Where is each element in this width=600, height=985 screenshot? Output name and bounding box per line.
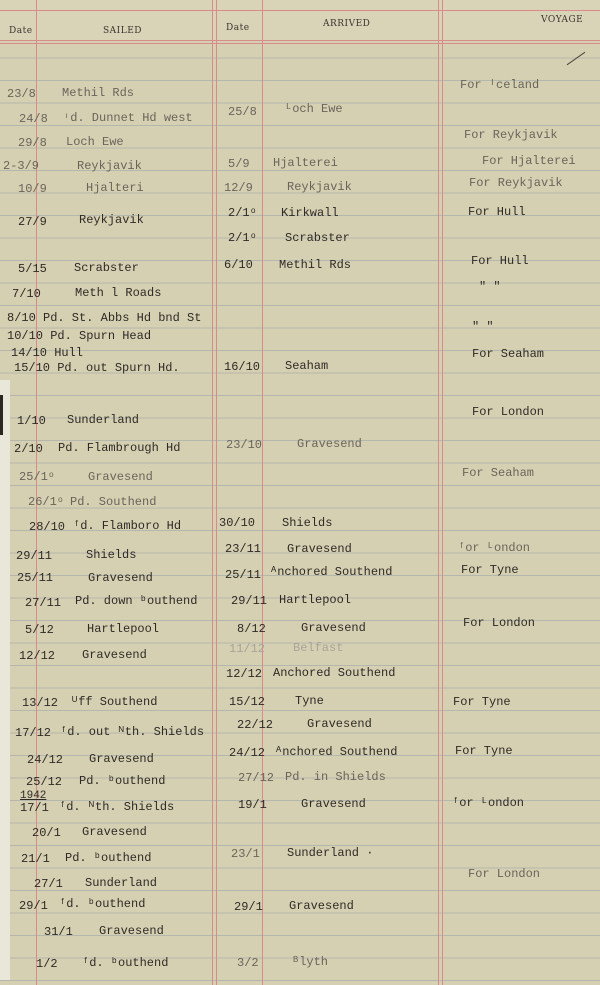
sailed-date: 31/1 (44, 925, 73, 939)
header-date-sailed: Date (9, 26, 33, 36)
sailed-date: 7/10 (12, 287, 41, 301)
sailed-date: 29/1 (19, 899, 48, 913)
pencil-mark (567, 52, 586, 65)
column-divider (212, 0, 213, 985)
arrived-place: Tyne (295, 694, 324, 708)
arrived-date: 2/1ᵒ (228, 206, 257, 220)
arrived-place: ᴬnchored Southend (270, 565, 393, 579)
sailed-date: 5/15 (18, 262, 47, 276)
arrived-place: Kirkwall (281, 206, 339, 220)
year-label: 1942 (20, 790, 47, 802)
sailed-place: ᶠd. ᵇouthend (82, 956, 169, 970)
sailed-place: Gravesend (88, 470, 153, 484)
sailed-place: Sunderland (85, 876, 158, 890)
header-rule (0, 40, 600, 41)
sailed-place: ᶦd. Dunnet Hd west (63, 111, 193, 125)
sailed-place: Gravesend (88, 571, 153, 585)
sailed-place: Hjalteri (86, 181, 144, 195)
arrived-date: 25/11 (225, 568, 262, 582)
arrived-place: Gravesend (301, 797, 366, 811)
sailed-date: 17/12 (15, 726, 52, 740)
sailed-date: 10/9 (18, 182, 47, 196)
arrived-date: 16/10 (224, 360, 261, 374)
sailed-date: 21/1 (21, 852, 50, 866)
sailed-place: Shields (86, 548, 137, 562)
sailed-place: Gravesend (89, 752, 154, 766)
sailed-place: Pd. Southend (70, 495, 157, 509)
sailed-place: ᵁff Southend (71, 695, 158, 709)
header-rule (0, 10, 600, 11)
sailed-place: ᶠd. ᴺth. Shields (59, 800, 175, 814)
arrived-place: Seaham (285, 359, 329, 373)
arrived-place: ᴮlyth (292, 955, 329, 969)
arrived-date: 29/1 (234, 900, 263, 914)
sailed-date: 24/12 (27, 753, 64, 767)
sailed-place: Pd. Flambrough Hd (58, 441, 181, 455)
arrived-place: Scrabster (285, 231, 350, 245)
arrived-date: 5/9 (228, 157, 250, 171)
arrived-date: 2/1ᵒ (228, 231, 257, 245)
arrived-date: 25/8 (228, 105, 257, 119)
voyage-entry: For Tyne (455, 744, 513, 758)
sailed-date: 26/1ᵒ (28, 495, 65, 509)
sailed-place: Pd. ᵇouthend (79, 774, 166, 788)
sailed-date: 17/1 (20, 801, 49, 815)
torn-edge (0, 380, 10, 980)
arrived-place: Pd. in Shields (285, 770, 386, 784)
arrived-date: 12/12 (226, 667, 263, 681)
sailed-date: 1/10 (17, 414, 46, 428)
sailed-date: 28/10 (29, 520, 66, 534)
header-voyage: VOYAGE (541, 15, 584, 25)
sailed-date: 29/11 (16, 549, 53, 563)
voyage-entry: " " (479, 280, 501, 294)
sailed-date: 1/2 (36, 957, 58, 971)
arrived-date: 8/12 (237, 622, 266, 636)
sailed-date: 12/12 (19, 649, 56, 663)
column-divider (216, 0, 217, 985)
voyage-entry: For Tyne (461, 563, 519, 577)
sailed-entry: 15/10 Pd. out Spurn Hd. (14, 361, 180, 375)
sailed-date: 13/12 (22, 696, 59, 710)
sailed-date: 2-3/9 (3, 159, 40, 173)
arrived-place: Reykjavik (287, 180, 352, 194)
arrived-date: 6/10 (224, 258, 253, 272)
arrived-place: Shields (282, 516, 333, 530)
voyage-entry: For Hull (471, 254, 529, 268)
voyage-entry: ᶠor ᴸondon (458, 541, 531, 555)
header-date-arrived: Date (226, 23, 250, 33)
sailed-place: Pd. down ᵇouthend (75, 594, 198, 608)
voyage-entry: For Hull (468, 205, 526, 219)
arrived-date: 30/10 (219, 516, 256, 530)
sailed-date: 20/1 (32, 826, 61, 840)
sailed-date: 2/10 (14, 442, 43, 456)
voyage-entry: ᶠor ᴸondon (452, 796, 525, 810)
column-divider (442, 0, 443, 985)
sailed-place: Gravesend (82, 648, 147, 662)
sailed-date: 5/12 (25, 623, 54, 637)
voyage-entry: For London (468, 867, 541, 881)
sailed-date: 25/12 (26, 775, 63, 789)
sailed-place: ᶠd. out ᴺth. Shields (60, 725, 205, 739)
arrived-place: Sunderland · (287, 846, 374, 860)
arrived-date: 29/11 (231, 594, 268, 608)
sailed-date: 25/11 (17, 571, 54, 585)
header-rule (0, 43, 600, 44)
sailed-place: ᶠd. Flamboro Hd (73, 519, 182, 533)
sailed-entry: 10/10 Pd. Spurn Head (7, 329, 152, 343)
sailed-place: Reykjavik (79, 213, 144, 227)
sailed-place: Reykjavik (77, 159, 142, 173)
arrived-place: Gravesend (289, 899, 354, 913)
arrived-date: 15/12 (229, 695, 266, 709)
arrived-place: Anchored Southend (273, 666, 396, 680)
sailed-date: 29/8 (18, 136, 47, 150)
column-divider (262, 0, 263, 985)
sailed-date: 24/8 (19, 112, 48, 126)
voyage-entry: For Seaham (472, 347, 545, 361)
voyage-entry: For Reykjavik (464, 128, 558, 142)
arrived-place: Belfast (293, 641, 344, 655)
voyage-entry: For Tyne (453, 695, 511, 709)
sailed-date: 23/8 (7, 87, 36, 101)
voyage-entry: " " (472, 320, 494, 334)
arrived-place: Hjalterei (273, 156, 338, 170)
arrived-date: 12/9 (224, 181, 253, 195)
arrived-date: 11/12 (229, 642, 266, 656)
arrived-date: 22/12 (237, 718, 274, 732)
sailed-place: Hartlepool (87, 622, 160, 636)
sailed-date: 27/11 (25, 596, 62, 610)
header-arrived: ARRIVED (323, 19, 371, 29)
sailed-place: Gravesend (99, 924, 164, 938)
arrived-date: 24/12 (229, 746, 266, 760)
arrived-place: ᴸoch Ewe (285, 102, 343, 116)
sailed-place: Scrabster (74, 261, 139, 275)
voyage-entry: For ᴵceland (460, 78, 540, 92)
arrived-date: 19/1 (238, 798, 267, 812)
sailed-entry: 8/10 Pd. St. Abbs Hd bnd St (7, 311, 202, 325)
voyage-entry: For Reykjavik (469, 176, 563, 190)
header-sailed: SAILED (103, 26, 142, 36)
sailed-place: Methil Rds (62, 86, 135, 100)
arrived-place: ᴬnchored Southend (275, 745, 398, 759)
sailed-date: 25/1ᵒ (19, 470, 56, 484)
header-band (0, 0, 600, 40)
arrived-place: Methil Rds (279, 258, 352, 272)
sailed-place: ᶠd. ᵇouthend (59, 897, 146, 911)
arrived-date: 23/10 (226, 438, 263, 452)
sailed-place: Meth l Roads (75, 286, 162, 300)
sailed-place: Gravesend (82, 825, 147, 839)
torn-edge-shadow (0, 395, 3, 435)
voyage-entry: For Seaham (462, 466, 535, 480)
arrived-date: 23/1 (231, 847, 260, 861)
arrived-place: Gravesend (307, 717, 372, 731)
arrived-place: Hartlepool (279, 593, 352, 607)
arrived-place: Gravesend (297, 437, 362, 451)
column-divider (438, 0, 439, 985)
sailed-entry: 14/10 Hull (11, 346, 84, 360)
arrived-date: 23/11 (225, 542, 262, 556)
arrived-place: Gravesend (301, 621, 366, 635)
arrived-place: Gravesend (287, 542, 352, 556)
sailed-date: 27/1 (34, 877, 63, 891)
sailed-place: Loch Ewe (66, 135, 124, 149)
voyage-entry: For London (472, 405, 545, 419)
voyage-entry: For Hjalterei (482, 154, 576, 168)
arrived-date: 3/2 (237, 956, 259, 970)
voyage-entry: For London (463, 616, 536, 630)
sailed-date: 27/9 (18, 215, 47, 229)
sailed-place: Sunderland (67, 413, 140, 427)
arrived-date: 27/12 (238, 771, 275, 785)
sailed-place: Pd. ᵇouthend (65, 851, 152, 865)
